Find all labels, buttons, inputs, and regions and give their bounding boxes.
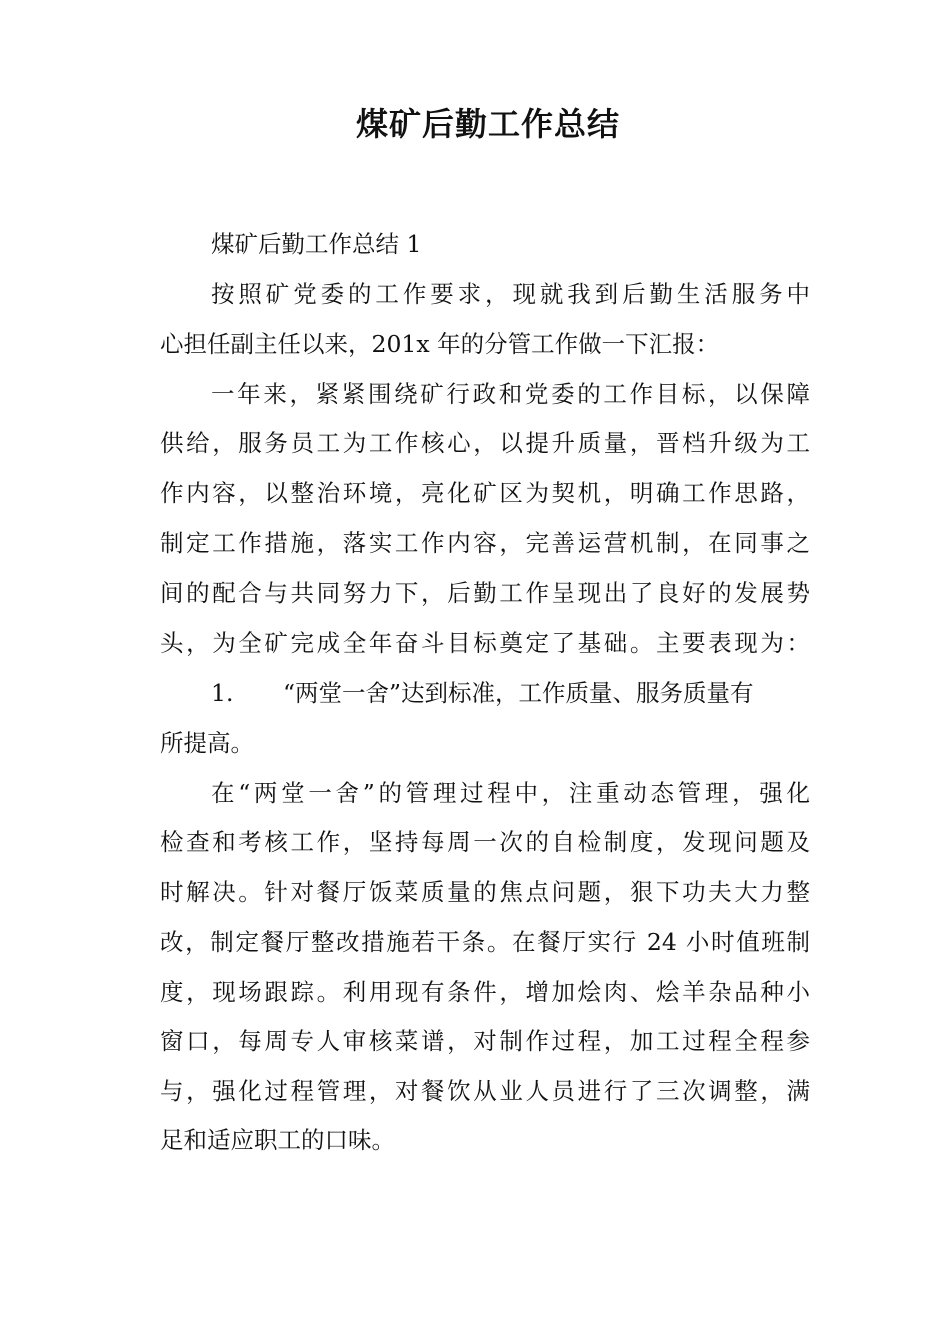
paragraph-line: 窗口，每周专人审核菜谱，对制作过程，加工过程全程参 (160, 1027, 810, 1055)
paragraph-line: 按照矿党委的工作要求，现就我到后勤生活服务中 (211, 280, 810, 308)
list-item (211, 677, 810, 709)
list-item-number: 1. (211, 679, 234, 707)
paragraph-line: 度，现场跟踪。利用现有条件，增加烩肉、烩羊杂品种小 (160, 978, 810, 1006)
paragraph-line: 头，为全矿完成全年奋斗目标奠定了基础。主要表现为： (160, 629, 810, 657)
document-title: 煤矿后勤工作总结 (355, 105, 620, 143)
paragraph-line: 心担任副主任以来，201x 年的分管工作做一下汇报： (160, 330, 720, 358)
paragraph-line: 在“两堂一舍”的管理过程中，注重动态管理，强化 (211, 779, 810, 807)
paragraph-line: 供给，服务员工为工作核心，以提升质量，晋档升级为工 (160, 429, 810, 457)
list-item-text: “两堂一舍”达到标准，工作质量、服务质量有 (283, 679, 754, 707)
paragraph-line: 制定工作措施，落实工作内容，完善运营机制，在同事之 (160, 529, 810, 557)
paragraph-line: 作内容，以整治环境，亮化矿区为契机，明确工作思路， (160, 479, 810, 507)
paragraph-line: 时解决。针对餐厅饭菜质量的焦点问题，狠下功夫大力整 (160, 878, 810, 906)
paragraph-line: 足和适应职工的口味。 (160, 1126, 395, 1154)
section-subtitle: 煤矿后勤工作总结 1 (211, 230, 422, 258)
paragraph-line: 检查和考核工作，坚持每周一次的自检制度，发现问题及 (160, 828, 810, 856)
paragraph-line: 间的配合与共同努力下，后勤工作呈现出了良好的发展势 (160, 579, 810, 607)
paragraph-line: 所提高。 (160, 729, 254, 757)
paragraph-line: 与，强化过程管理，对餐饮从业人员进行了三次调整，满 (160, 1077, 810, 1105)
paragraph-line: 改，制定餐厅整改措施若干条。在餐厅实行 24 小时值班制 (160, 928, 810, 956)
paragraph-line: 一年来，紧紧围绕矿行政和党委的工作目标，以保障 (211, 380, 810, 408)
